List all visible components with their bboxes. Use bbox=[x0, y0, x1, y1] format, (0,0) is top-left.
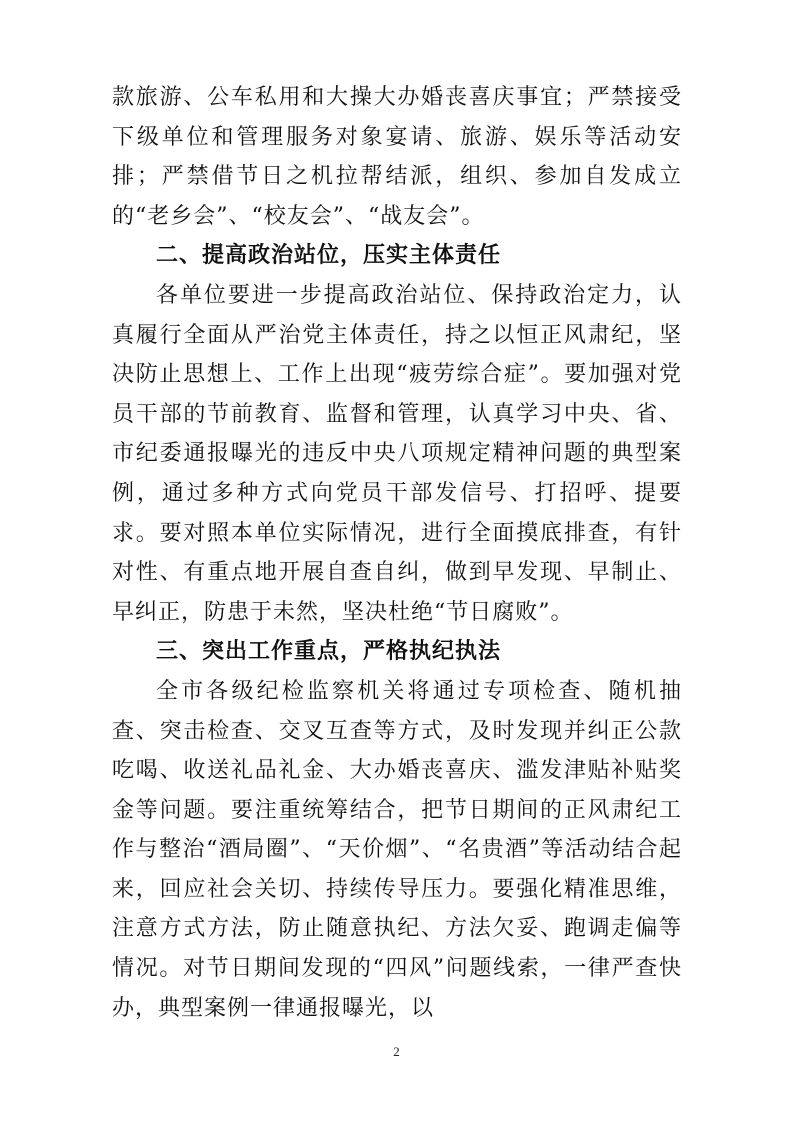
intro-paragraph: 款旅游、公车私用和大操大办婚丧喜庆事宜；严禁接受下级单位和管理服务对象宴请、旅游、娱乐等活动安排；严禁借节日之机拉帮结派，组织、参加自发成立的“老乡会”、“校友会”、“战友会”。 bbox=[112, 85, 682, 229]
section-body-3: 全市各级纪检监察机关将通过专项检查、随机抽查、突击检查、交叉互查等方式，及时发现并纠正公款吃喝、收送礼品礼金、大办婚丧喜庆、滥发津贴补贴奖金等问题。要注重统筹结合，把节日期间的正风肃纪工作与整治“酒局圈”、“天价烟”、“名贵酒”等活动结合起来，回应社会关切、持续传导压力。要强化精准思维，注意方式方法，防止随意执纪、方法欠妥、跑调走偏等情况。对节日期间发现的“四风”问题线索，一律严查快办，典型案例一律通报曝光，以 bbox=[112, 678, 682, 1021]
section-heading-2: 二、提高政治站位，压实主体责任 bbox=[156, 243, 502, 269]
section-heading-3: 三、突出工作重点，严格执纪执法 bbox=[156, 639, 502, 665]
page-number: 2 bbox=[393, 1044, 400, 1059]
document-body bbox=[112, 78, 682, 1028]
section-body-2: 各单位要进一步提高政治站位、保持政治定力，认真履行全面从严治党主体责任，持之以恒正风肃纪，坚决防止思想上、工作上出现“疲劳综合症”。要加强对党员干部的节前教育、监督和管理，认真学习中央、省、市纪委通报曝光的违反中央八项规定精神问题的典型案例，通过多种方式向党员干部发信号、打招呼、提要求。要对照本单位实际情况，进行全面摸底排查，有针对性、有重点地开展自查自纠，做到早发现、早制止、早纠正，防患于未然，坚决杜绝“节日腐败”。 bbox=[112, 282, 682, 625]
